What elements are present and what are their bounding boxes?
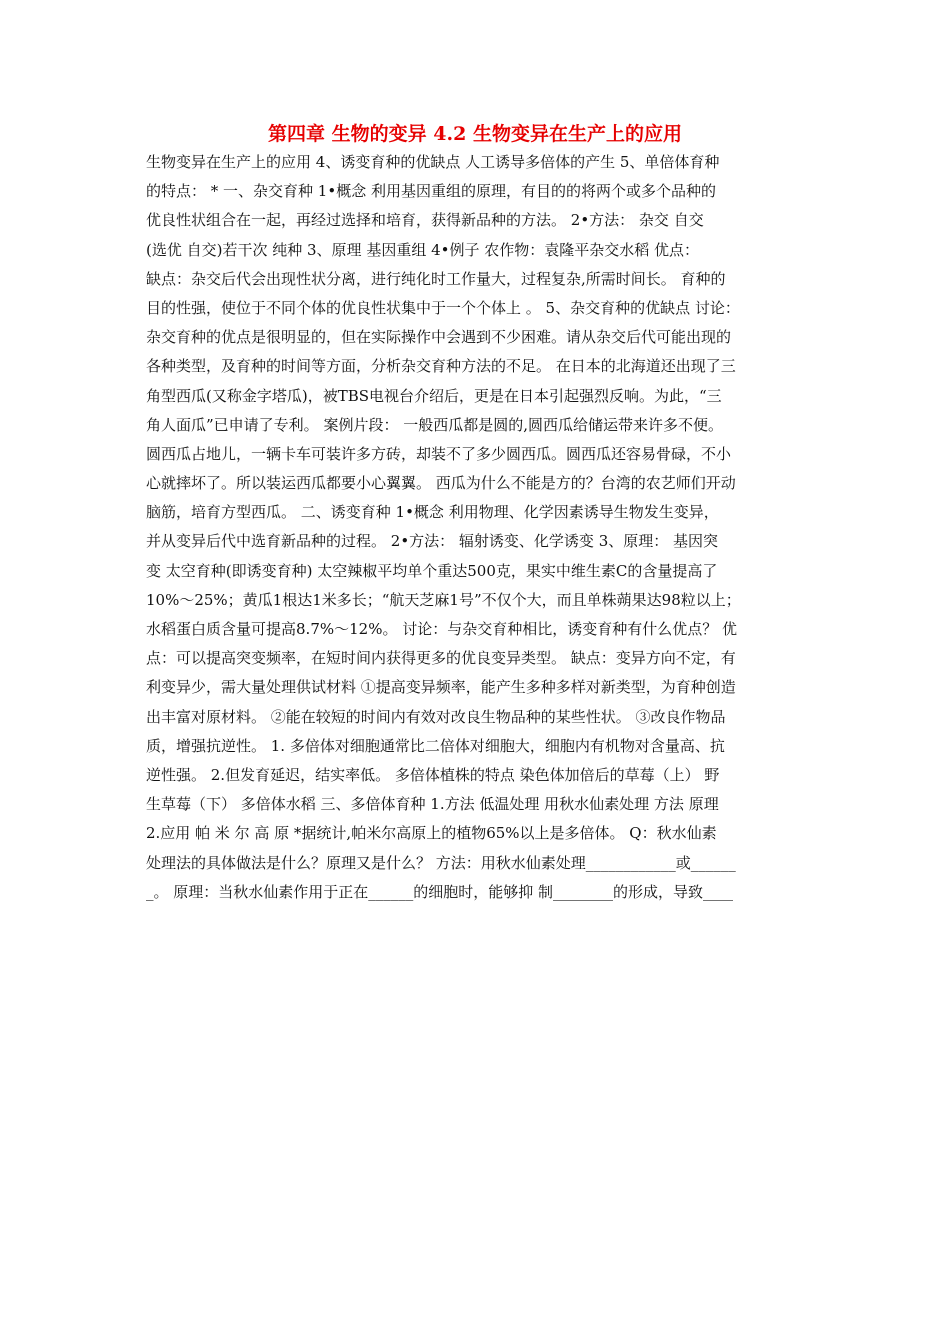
- body-line: 杂交育种的优点是很明显的，但在实际操作中会遇到不少困难。请从杂交后代可能出现的: [146, 328, 732, 347]
- body-line: 生草莓（下） 多倍体水稻 三、多倍体育种 1.方法 低温处理 用秋水仙素处理 方法 原理: [146, 795, 719, 814]
- body-line: 变 太空育种(即诱变育种) 太空辣椒平均单个重达500克，果实中维生素C的含量提高了: [146, 561, 718, 580]
- document-title: 第四章 生物的变异 4.2 生物变异在生产上的应用: [268, 123, 682, 145]
- body-line: 生物变异在生产上的应用 4、诱变育种的优缺点 人工诱导多倍体的产生 5、单倍体育种: [146, 153, 720, 171]
- body-line: 出丰富对原材料。 ②能在较短的时间内有效对改良生物品种的某些性状。 ③改良作物品: [146, 707, 726, 726]
- body-line: 逆性强。 2.但发育延迟，结实率低。 多倍体植株的特点 染色体加倍后的草莓（上） 野: [146, 765, 720, 784]
- body-line: 各种类型，及育种的时间等方面，分析杂交育种方法的不足。 在日本的北海道还出现了三: [146, 357, 736, 376]
- document-body: [146, 148, 818, 907]
- body-line: 脑筋，培育方型西瓜。 二、诱变育种 1•概念 利用物理、化学因素诱导生物发生变异，: [146, 503, 719, 522]
- body-line: 处理法的具体做法是什么？原理又是什么？ 方法：用秋水仙素处理____________或______: [146, 853, 736, 872]
- body-line: 10%～25%；黄瓜1根达1米多长；“航天芝麻1号”不仅个大，而且单株蒴果达98粒以上；: [146, 590, 741, 609]
- body-line: _。 原理：当秋水仙素作用于正在______的细胞时，能够抑 制________的形成，导致____: [146, 882, 734, 901]
- body-line: 角人面瓜”已申请了专利。 案例片段： 一般西瓜都是圆的,圆西瓜给储运带来许多不便。: [146, 415, 723, 434]
- body-line: 点：可以提高突变频率，在短时间内获得更多的优良变异类型。 缺点：变异方向不定，有: [146, 649, 736, 668]
- body-line: 心就摔坏了。所以装运西瓜都要小心翼翼。 西瓜为什么不能是方的？台湾的农艺师们开动: [146, 474, 736, 493]
- body-line: 并从变异后代中选育新品种的过程。 2•方法： 辐射诱变、化学诱变 3、原理： 基因突: [146, 532, 719, 551]
- body-line: 圆西瓜占地儿，一辆卡车可装许多方砖，却装不了多少圆西瓜。圆西瓜还容易骨碌，不小: [146, 444, 732, 463]
- body-line: 质，增强抗逆性。 1. 多倍体对细胞通常比二倍体对细胞大，细胞内有机物对含量高、抗: [146, 736, 725, 755]
- body-line: 2.应用 帕 米 尔 高 原 *据统计,帕米尔高原上的植物65%以上是多倍体。 Q：秋水仙素: [146, 824, 717, 843]
- body-line: 水稻蛋白质含量可提高8.7%～12%。 讨论：与杂交育种相比，诱变育种有什么优点？ 优: [146, 620, 737, 638]
- body-line: 缺点：杂交后代会出现性状分离，进行纯化时工作量大，过程复杂,所需时间长。 育种的: [146, 269, 726, 288]
- body-line: 角型西瓜(又称金字塔瓜)，被TBS电视台介绍后，更是在日本引起强烈反响。为此，“三: [146, 386, 722, 405]
- body-line: 优良性状组合在一起，再经过选择和培育，获得新品种的方法。 2•方法： 杂交 自交: [146, 211, 704, 230]
- body-line: 利变异少，需大量处理供试材料 ①提高变异频率，能产生多种多样对新类型，为育种创造: [146, 678, 736, 697]
- body-line: 目的性强，使位于不同个体的优良性状集中于一个个体上 。 5、杂交育种的优缺点 讨论：: [146, 298, 740, 317]
- body-line: 的特点： * 一、杂交育种 1•概念 利用基因重组的原理，有目的的将两个或多个品种的: [146, 182, 716, 201]
- body-line: (选优 自交)若干次 纯种 3、原理 基因重组 4•例子 农作物：袁隆平杂交水稻 优点：: [146, 240, 700, 259]
